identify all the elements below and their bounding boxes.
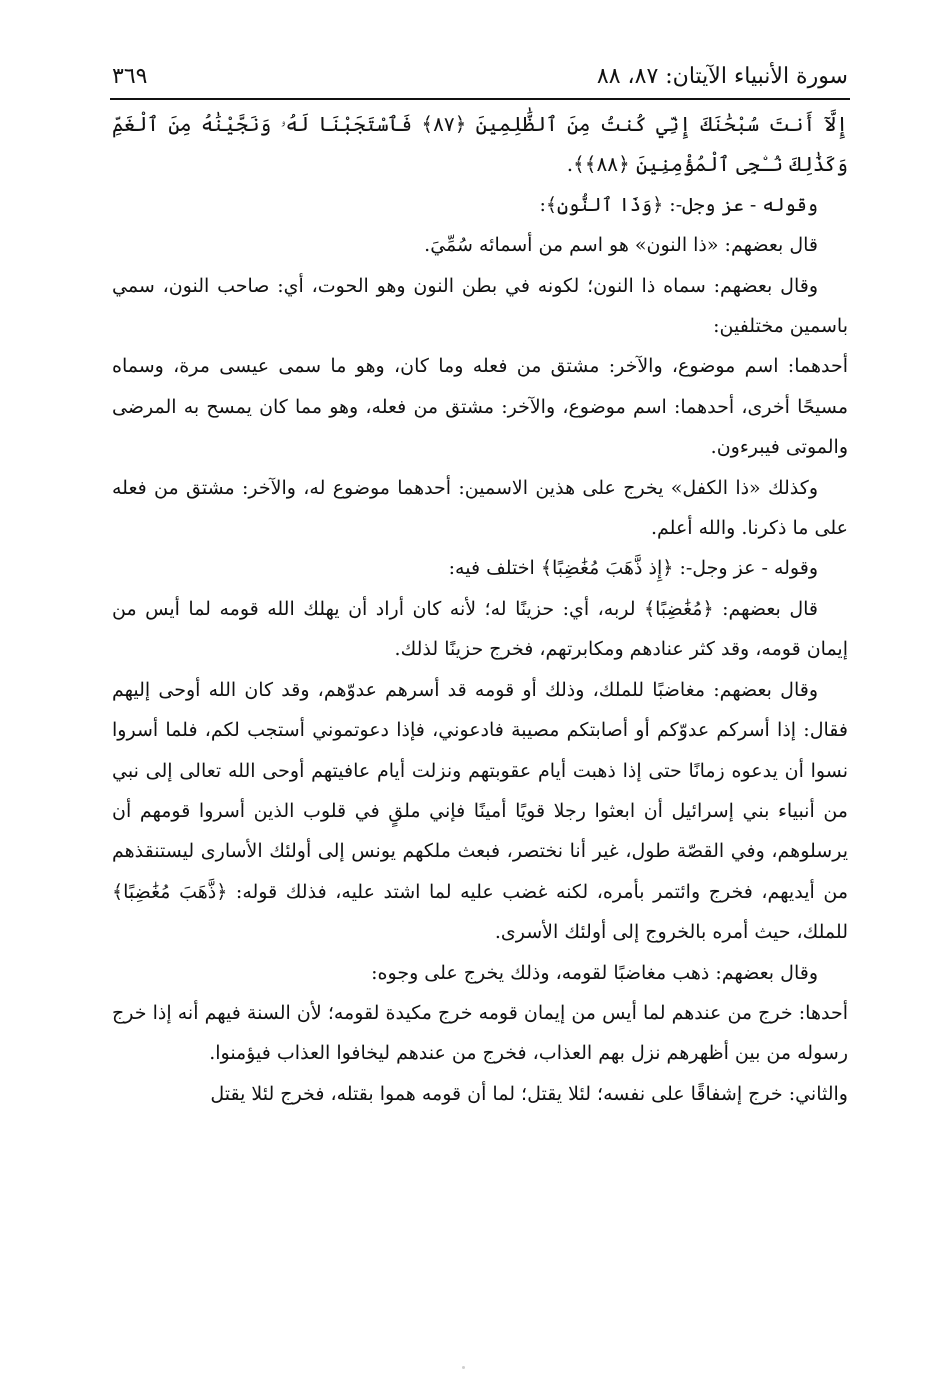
page-speck: [462, 1366, 465, 1369]
header-divider: [110, 98, 850, 100]
quran-verse-continuation: إِلَّآ أَنتَ سُبْحَٰنَكَ إِنِّي كُنتُ مِنَ ٱلظَّٰلِمِينَ ﴿٨٧﴾ فَٱسْتَجَبْنَا لَهُۥ وَنَجَّيْنَٰهُ مِنَ ٱلْغَمِّ وَكَذَٰلِكَ نُـۨجِى ٱلْمُؤْمِنِينَ ﴿٨٨﴾﴾.: [112, 112, 848, 177]
paragraph-2: قال بعضهم: «ذا النون» هو اسم من أسمائه سُمِّيَ.: [424, 234, 818, 257]
paragraph-1: وقوله - عز وجل-: ﴿وَذَا ٱلنُّونِ﴾:: [539, 193, 818, 216]
paragraph-10: أحدها: خرج من عندهم لما أيس من إيمان قومه خرج مكيدة لقومه؛ لأن السنة فيهم أنه إذا خرج رسوله من بين أظهرهم نزل بهم العذاب، فخرج من عندهم ليخافوا العذاب فيؤمنوا.: [112, 1001, 848, 1065]
paragraph-4: أحدهما: اسم موضوع، والآخر: مشتق من فعله وما كان، وهو ما سمى عيسى مرة، وسماه مسيحًا أخرى، أحدهما: اسم موضوع، والآخر: مشتق من فعله، وهو مما كان يمسح به المرضى والموتى فيبرءون.: [112, 355, 848, 459]
paragraph-5: وكذلك «ذا الكفل» يخرج على هذين الاسمين: أحدهما موضوع له، والآخر: مشتق من فعله على ما ذكرنا. والله أعلم.: [112, 476, 848, 540]
paragraph-6: وقوله - عز وجل-: ﴿إِذ ذَّهَبَ مُغَٰضِبًا﴾ اختلف فيه:: [448, 557, 818, 580]
running-title: سورة الأنبياء الآيتان: ٨٧، ٨٨: [596, 63, 848, 89]
main-text: [112, 104, 848, 1114]
page-number: ٣٦٩: [112, 63, 148, 89]
paragraph-11: والثاني: خرج إشفاقًا على نفسه؛ لئلا يقتل؛ لما أن قومه هموا بقتله، فخرج لئلا يقتل: [210, 1082, 848, 1105]
paragraph-7: قال بعضهم: ﴿مُغَٰضِبًا﴾ لربه، أي: حزينًا له؛ لأنه كان أراد أن يهلك الله قومه لما أيس من إيمان قومه، وقد كثر عنادهم ومكابرتهم، فخرج حزينًا لذلك.: [112, 597, 848, 661]
paragraph-8: وقال بعضهم: مغاضبًا للملك، وذلك أو قومه قد أسرهم عدوّهم، وقد كان الله أوحى إليهم فقال: إذا أسركم عدوّكم أو أصابتكم مصيبة فادعوني، فإذا دعوتموني أستجب لكم، فلما أسروا نسوا أن يدعوه زمانًا حتى إذا ذهبت أيام عقوبتهم ونزلت أيام عافيتهم أوحى الله تعالى إلى نبي من أنبياء بني إسرائيل أن ابعثوا رجلا قويًا أمينًا فإني ملقٍ في قلوب الذين أسروا قومهم أن يرسلوهم، وفي القصّة طول، غير أنا نختصر، فبعث ملكهم يونس إلى أولئك الأسارى ليستنقذهم من أيديهم، فخرج وائتمر بأمره، لكنه غضب عليه لما اشتد عليه، فذلك قوله: ﴿ذَّهَبَ مُغَٰضِبًا﴾ للملك، حيث أمره بالخروج إلى أولئك الأسرى.: [112, 678, 848, 944]
paragraph-9: وقال بعضهم: ذهب مغاضبًا لقومه، وذلك يخرج على وجوه:: [371, 961, 818, 984]
page-header: [112, 58, 848, 94]
paragraph-3: وقال بعضهم: سماه ذا النون؛ لكونه في بطن النون وهو الحوت، أي: صاحب النون، سمي باسمين مختلفين:: [112, 274, 848, 338]
